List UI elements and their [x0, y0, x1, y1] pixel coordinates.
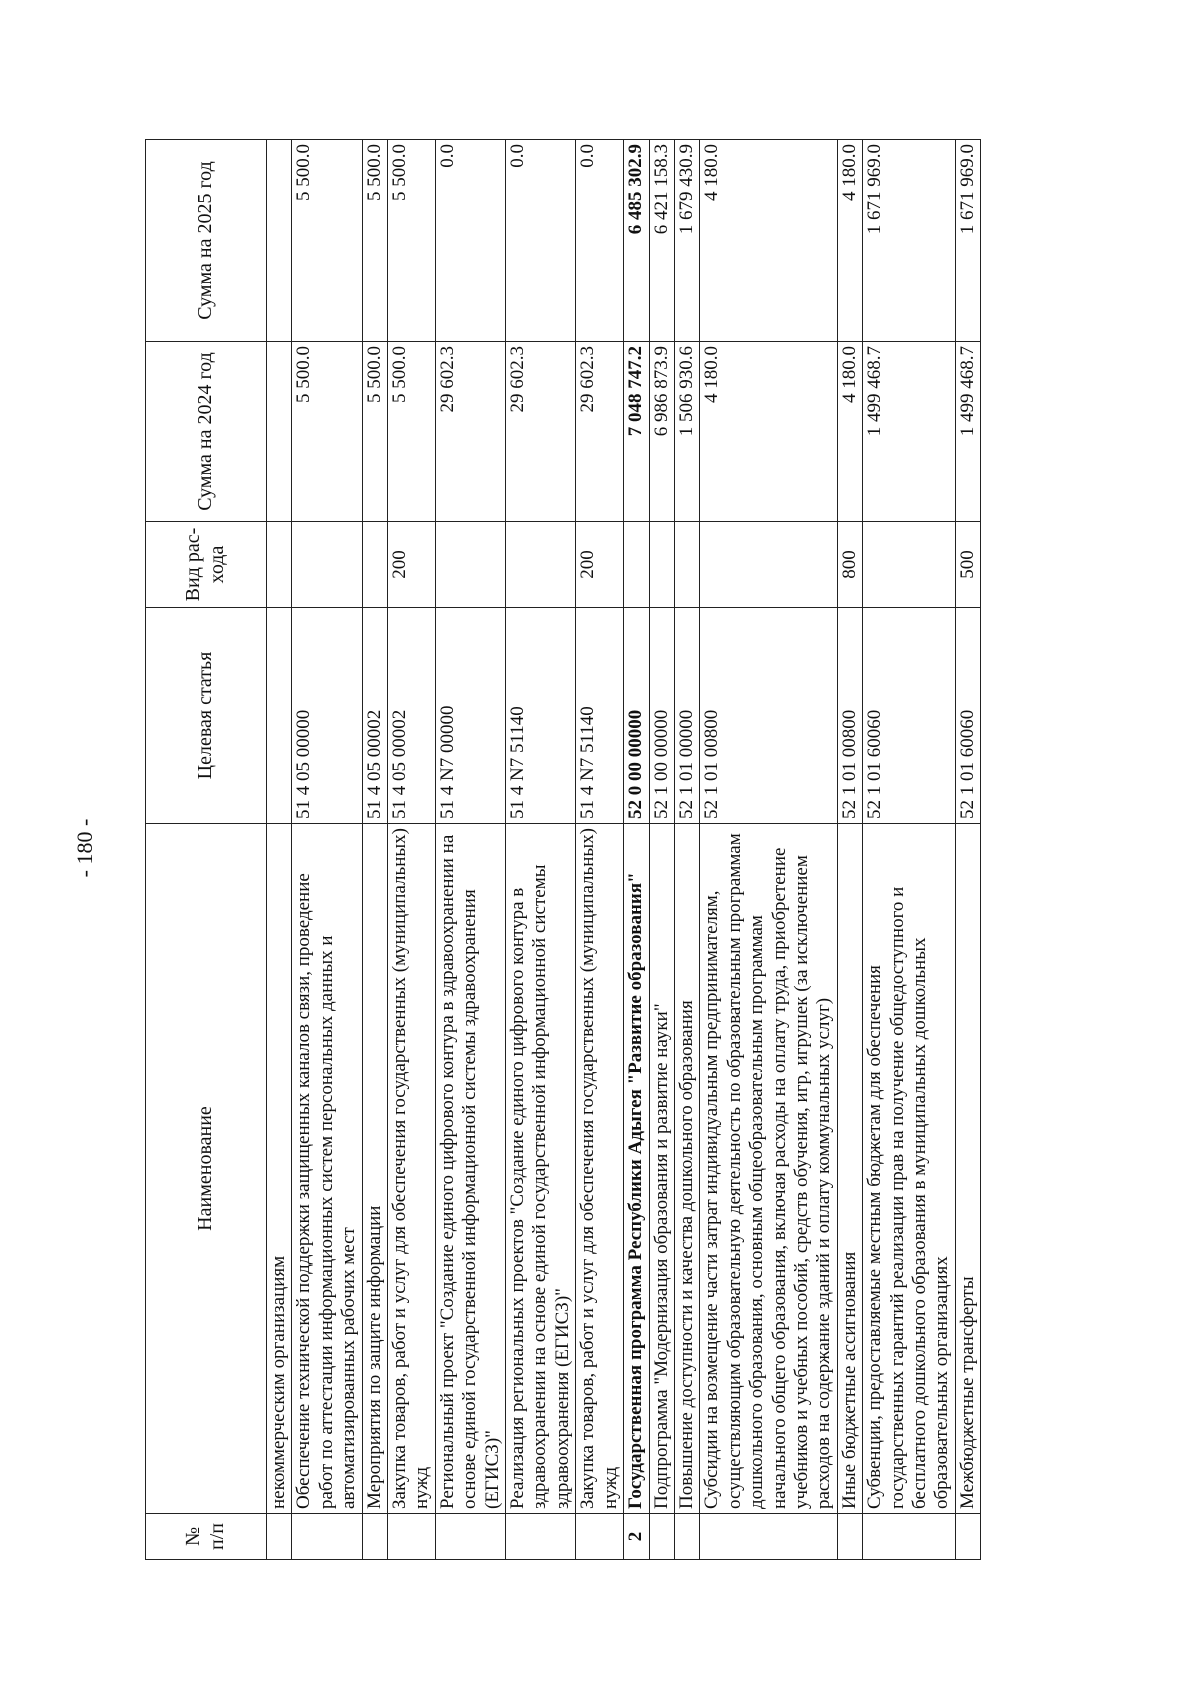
- table-row: [837, 140, 862, 1560]
- cell-name: Иные бюджетные ассигнования: [837, 824, 862, 1514]
- cell-name: Обеспечение технической поддержки защищенных каналов связи, проведение работ по аттестации информационных систем персональных данных и автоматизированных рабочих мест: [292, 824, 362, 1514]
- cell-no: 2: [624, 1514, 649, 1560]
- cell-target: 52 1 01 00800: [837, 608, 862, 824]
- cell-target: 51 4 N7 00000: [435, 608, 505, 824]
- table-row: [955, 140, 980, 1560]
- cell-no: [955, 1514, 980, 1560]
- cell-kind: [435, 522, 505, 608]
- cell-name: Государственная программа Республики Адыгея "Развитие образования": [624, 824, 649, 1514]
- cell-target: 52 1 01 00000: [674, 608, 699, 824]
- cell-target: 52 1 01 00800: [700, 608, 837, 824]
- table-body: [267, 140, 981, 1560]
- cell-sum2024: 5 500.0: [388, 342, 436, 522]
- cell-sum2024: 6 986 873.9: [649, 342, 674, 522]
- table-row: [700, 140, 837, 1560]
- cell-sum2024: 29 602.3: [435, 342, 505, 522]
- budget-table: [145, 139, 981, 1560]
- header-sum-2025: Сумма на 2025 год: [146, 140, 267, 342]
- cell-sum2025: 5 500.0: [362, 140, 387, 342]
- cell-name: Реализация региональных проектов "Создание единого цифрового контура в здравоохранении на основе единой государственной информационной системы здравоохранения (ЕГИСЗ)": [506, 824, 576, 1514]
- table-row: [362, 140, 387, 1560]
- cell-kind: 200: [576, 522, 624, 608]
- cell-sum2024: 5 500.0: [292, 342, 362, 522]
- cell-no: [267, 1514, 292, 1560]
- cell-kind: 800: [837, 522, 862, 608]
- cell-sum2024: 1 499 468.7: [863, 342, 956, 522]
- cell-name: Межбюджетные трансферты: [955, 824, 980, 1514]
- header-sum-2024: Сумма на 2024 год: [146, 342, 267, 522]
- cell-name: Субсидии на возмещение части затрат индивидуальным предпринимателям, осуществляющим образовательную деятельность по образовательным программам дошкольного образования, основным общеобразовательным программам начального общего образования, включая расходы на оплату труда, приобретение учебников и учебных пособий, средств обучения, игр, игрушек (за исключением расходов на содержание зданий и оплату коммунальных услуг): [700, 824, 837, 1514]
- cell-sum2024: 7 048 747.2: [624, 342, 649, 522]
- cell-kind: [649, 522, 674, 608]
- cell-target: 52 1 00 00000: [649, 608, 674, 824]
- cell-no: [435, 1514, 505, 1560]
- header-name: Наименование: [146, 824, 267, 1514]
- cell-sum2024: [267, 342, 292, 522]
- cell-name: Региональный проект "Создание единого цифрового контура в здравоохранении на основе единой государственной информационной системы здравоохранения (ЕГИСЗ)": [435, 824, 505, 1514]
- cell-target: 51 4 N7 51140: [576, 608, 624, 824]
- cell-sum2024: 1 506 930.6: [674, 342, 699, 522]
- cell-sum2025: 1 671 969.0: [955, 140, 980, 342]
- cell-sum2025: 4 180.0: [837, 140, 862, 342]
- cell-sum2025: [267, 140, 292, 342]
- cell-no: [388, 1514, 436, 1560]
- header-kind: Вид рас-хода: [146, 522, 267, 608]
- cell-sum2024: 1 499 468.7: [955, 342, 980, 522]
- cell-sum2024: 5 500.0: [362, 342, 387, 522]
- cell-kind: 200: [388, 522, 436, 608]
- table-row: [506, 140, 576, 1560]
- cell-sum2025: 0.0: [576, 140, 624, 342]
- cell-sum2025: 0.0: [435, 140, 505, 342]
- cell-sum2024: 4 180.0: [837, 342, 862, 522]
- table-row: [435, 140, 505, 1560]
- cell-kind: 500: [955, 522, 980, 608]
- cell-no: [674, 1514, 699, 1560]
- cell-no: [576, 1514, 624, 1560]
- cell-no: [863, 1514, 956, 1560]
- header-no: № п/п: [146, 1514, 267, 1560]
- cell-target: 52 0 00 00000: [624, 608, 649, 824]
- cell-sum2025: 0.0: [506, 140, 576, 342]
- cell-name: Субвенции, предоставляемые местным бюджетам для обеспечения государственных гарантий реализации прав на получение общедоступного и бесплатного дошкольного образования в муниципальных дошкольных образовательных организациях: [863, 824, 956, 1514]
- cell-sum2025: 1 671 969.0: [863, 140, 956, 342]
- cell-sum2025: 5 500.0: [388, 140, 436, 342]
- cell-kind: [674, 522, 699, 608]
- cell-sum2025: 1 679 430.9: [674, 140, 699, 342]
- budget-table-container: [145, 140, 1050, 1560]
- cell-kind: [362, 522, 387, 608]
- table-row: [863, 140, 956, 1560]
- cell-kind: [624, 522, 649, 608]
- cell-target: 51 4 05 00002: [362, 608, 387, 824]
- cell-name: Закупка товаров, работ и услуг для обеспечения государственных (муниципальных) нужд: [388, 824, 436, 1514]
- table-row: [649, 140, 674, 1560]
- table-row: [674, 140, 699, 1560]
- cell-name: некоммерческим организациям: [267, 824, 292, 1514]
- cell-no: [700, 1514, 837, 1560]
- cell-sum2025: 5 500.0: [292, 140, 362, 342]
- table-row: [267, 140, 292, 1560]
- cell-sum2025: 6 421 158.3: [649, 140, 674, 342]
- cell-no: [292, 1514, 362, 1560]
- cell-target: 52 1 01 60060: [863, 608, 956, 824]
- cell-name: Мероприятия по защите информации: [362, 824, 387, 1514]
- cell-no: [362, 1514, 387, 1560]
- cell-sum2024: 29 602.3: [506, 342, 576, 522]
- cell-target: [267, 608, 292, 824]
- cell-no: [837, 1514, 862, 1560]
- cell-name: Подпрограмма "Модернизация образования и развитие науки": [649, 824, 674, 1514]
- table-row: [292, 140, 362, 1560]
- cell-target: 51 4 N7 51140: [506, 608, 576, 824]
- cell-kind: [506, 522, 576, 608]
- cell-kind: [267, 522, 292, 608]
- cell-no: [649, 1514, 674, 1560]
- cell-sum2025: 4 180.0: [700, 140, 837, 342]
- cell-target: 51 4 05 00000: [292, 608, 362, 824]
- cell-target: 52 1 01 60060: [955, 608, 980, 824]
- cell-kind: [292, 522, 362, 608]
- cell-kind: [700, 522, 837, 608]
- table-row: [388, 140, 436, 1560]
- header-row: [146, 140, 267, 1560]
- cell-kind: [863, 522, 956, 608]
- cell-name: Закупка товаров, работ и услуг для обеспечения государственных (муниципальных) нужд: [576, 824, 624, 1514]
- cell-no: [506, 1514, 576, 1560]
- page-number: - 180 -: [72, 818, 97, 878]
- cell-sum2025: 6 485 302.9: [624, 140, 649, 342]
- cell-name: Повышение доступности и качества дошкольного образования: [674, 824, 699, 1514]
- cell-sum2024: 4 180.0: [700, 342, 837, 522]
- cell-sum2024: 29 602.3: [576, 342, 624, 522]
- table-row: [624, 140, 649, 1560]
- header-target: Целевая статья: [146, 608, 267, 824]
- cell-target: 51 4 05 00002: [388, 608, 436, 824]
- table-row: [576, 140, 624, 1560]
